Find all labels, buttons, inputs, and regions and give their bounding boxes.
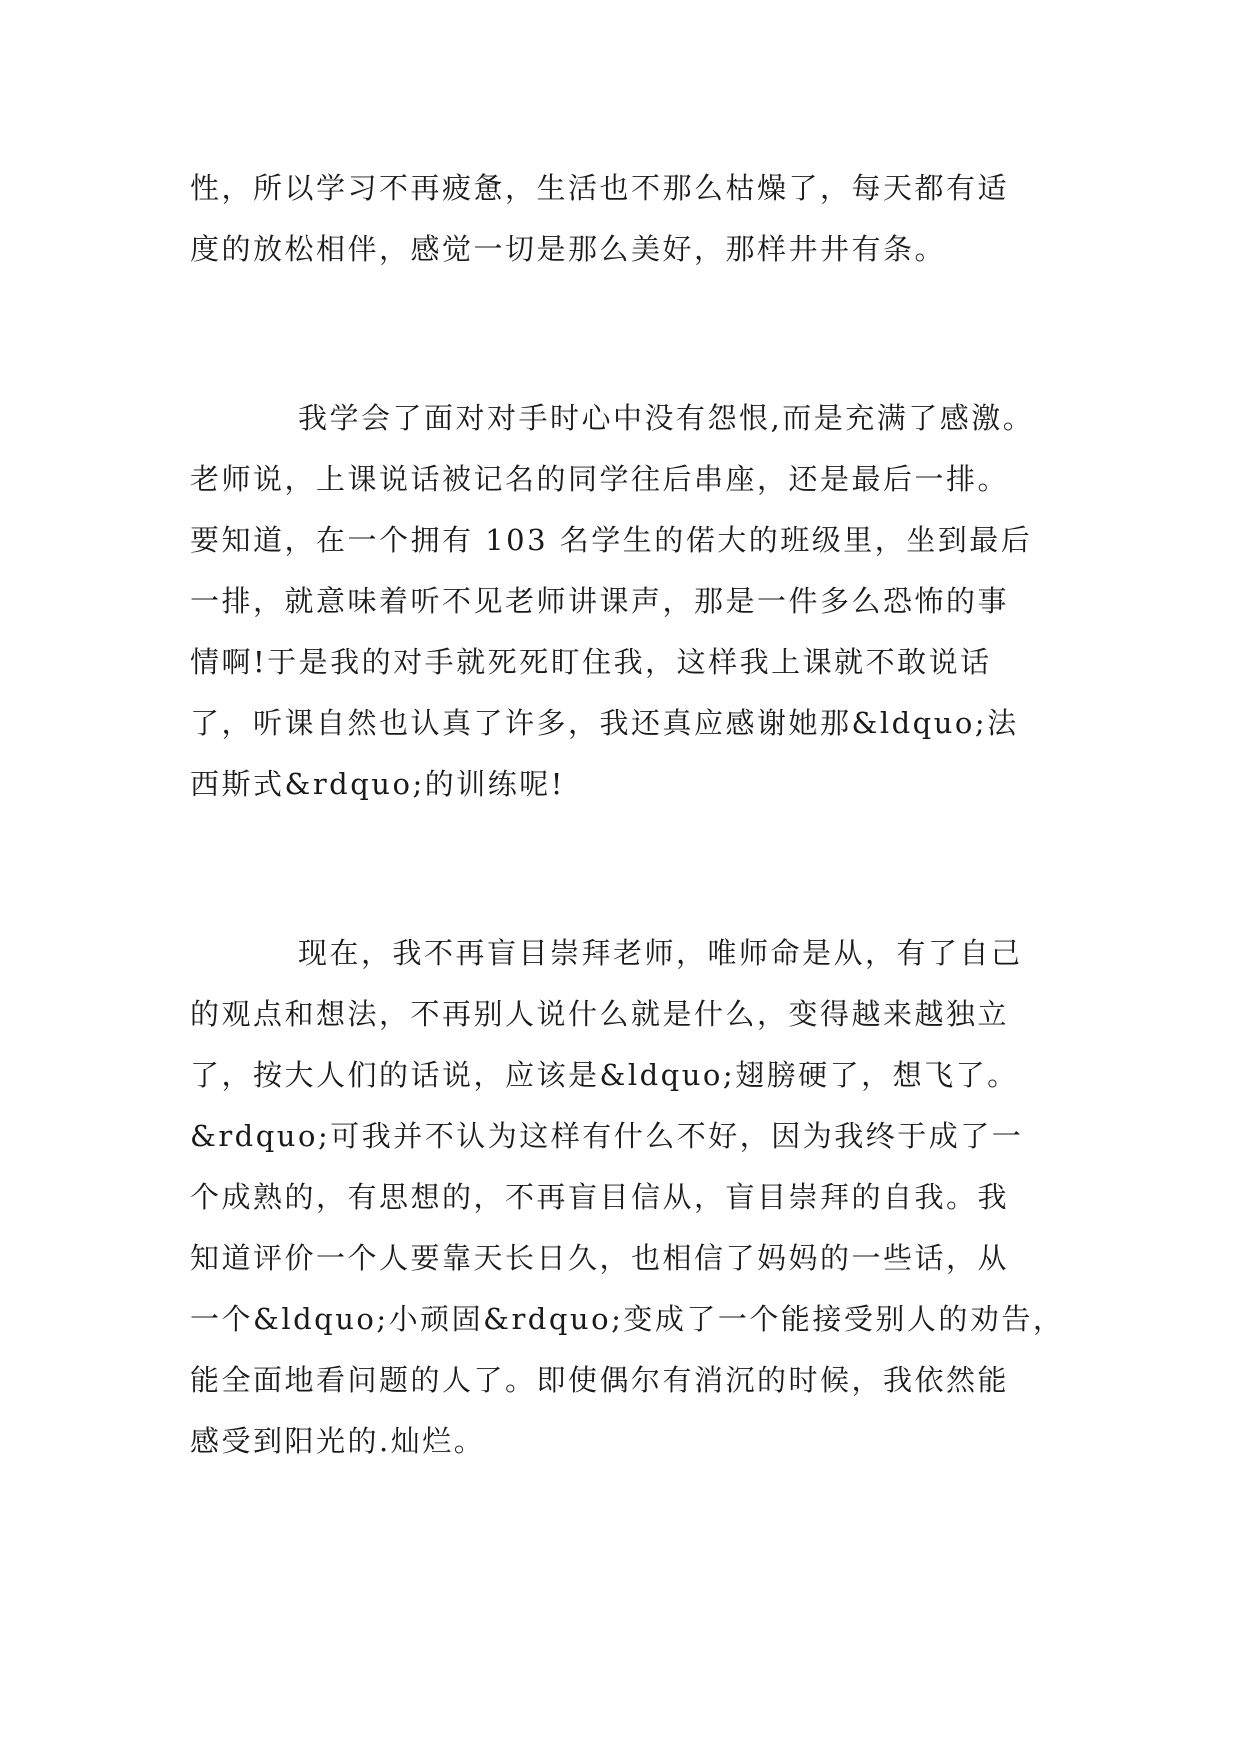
paragraph-line: 我学会了面对对手时心中没有怨恨,而是充满了感激。: [298, 401, 1035, 435]
paragraph-line: 要知道，在一个拥有 103 名学生的偌大的班级里，坐到最后: [190, 523, 1033, 557]
paragraph-line: &rdquo;可我并不认为这样有什么不好，因为我终于成了一: [190, 1119, 1024, 1153]
paragraph-line: 个成熟的，有思想的，不再盲目信从，盲目崇拜的自我。我: [190, 1180, 1010, 1214]
paragraph-line: 情啊!于是我的对手就死死盯住我，这样我上课就不敢说话: [190, 645, 992, 679]
paragraph-line: 一个&ldquo;小顽固&rdquo;变成了一个能接受别人的劝告，: [190, 1302, 1065, 1336]
paragraph-line: 的观点和想法，不再别人说什么就是什么，变得越来越独立: [190, 997, 1010, 1031]
paragraph-line: 现在，我不再盲目崇拜老师，唯师命是从，有了自己: [298, 936, 1023, 970]
paragraph-line: 能全面地看问题的人了。即使偶尔有消沉的时候，我依然能: [190, 1363, 1010, 1397]
paragraph-line: 老师说，上课说话被记名的同学往后串座，还是最后一排。: [190, 462, 1010, 496]
paragraph-line: 西斯式&rdquo;的训练呢!: [190, 767, 565, 801]
paragraph-line: 了，听课自然也认真了许多，我还真应感谢她那&ldquo;法: [190, 706, 1019, 740]
paragraph-line: 知道评价一个人要靠天长日久，也相信了妈妈的一些话，从: [190, 1241, 1010, 1275]
paragraph-line: 了，按大人们的话说，应该是&ldquo;翅膀硬了，想飞了。: [190, 1058, 1019, 1092]
paragraph-line: 一排，就意味着听不见老师讲课声，那是一件多么恐怖的事: [190, 584, 1010, 618]
paragraph-line: 度的放松相伴，感觉一切是那么美好，那样井井有条。: [190, 232, 947, 266]
paragraph-line: 性，所以学习不再疲惫，生活也不那么枯燥了，每天都有适: [190, 171, 1010, 205]
paragraph-line: 感受到阳光的.灿烂。: [190, 1424, 486, 1458]
